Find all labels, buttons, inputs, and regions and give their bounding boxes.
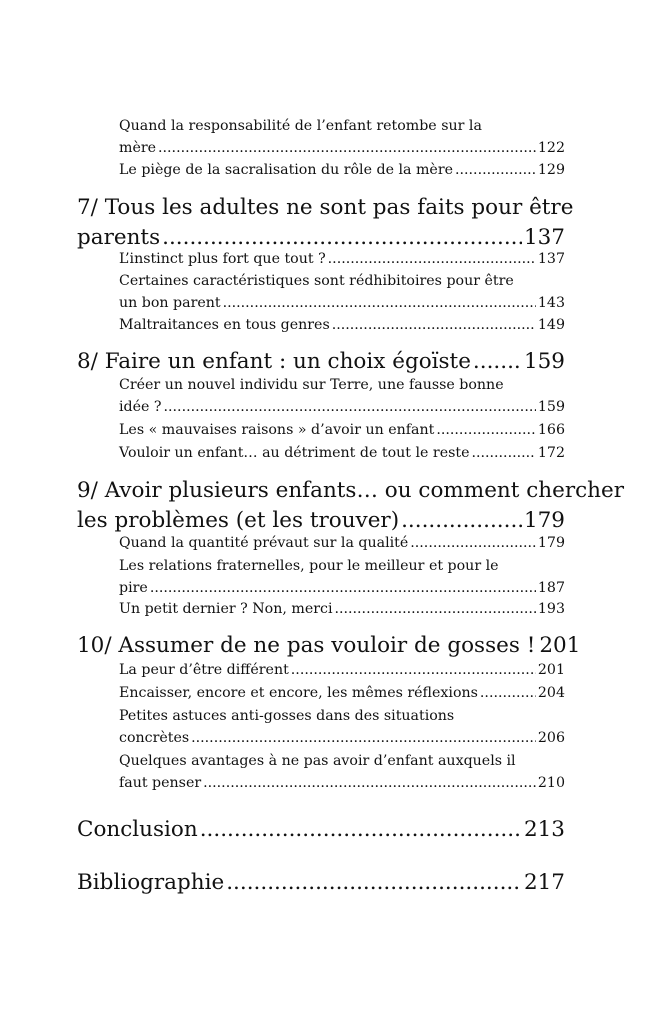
dot-leader [471,443,535,465]
toc-page-number: 143 [537,294,565,311]
toc-page-number: 201 [537,662,565,678]
dot-leader [480,683,536,705]
toc-entry-title: faut penser [119,774,202,791]
toc-page-number: 137 [537,251,565,267]
dot-leader [150,578,536,600]
toc-entry-title: Encaisser, encore et encore, les mêmes réflexions [119,685,478,701]
toc-entry-title: Le piège de la sacralisation du rôle de la mère [119,162,454,178]
toc-chapter [77,193,574,253]
toc-page-number: 187 [537,579,565,596]
toc-chapter-title: 8/ Faire un enfant : un choix égoïste [77,349,471,374]
toc-entry-title-line1: Créer un nouvel individu sur Terre, une fausse bonne [119,377,504,393]
toc-page-number: 149 [537,317,565,333]
toc-entry [77,660,565,682]
toc-entry-title-line1: Les relations fraternelles, pour le meilleur et pour le [119,558,499,574]
toc-entry [77,271,565,314]
toc-entry [77,751,565,794]
dot-leader [191,728,536,750]
toc-page-number: 129 [537,162,565,178]
toc-entry-title-line1: Quelques avantages à ne pas avoir d’enfant auxquels il [119,753,516,769]
toc-entry [77,443,565,465]
toc-entry-title-line1: Quand la responsabilité de l’enfant retombe sur la [119,118,482,134]
toc-entry [77,375,565,418]
dot-leader [335,599,536,621]
toc-entry [77,116,565,159]
toc-entry-title: L’instinct plus fort que tout ? [119,251,326,267]
toc-entry [77,249,565,271]
toc-entry [77,556,565,599]
toc-entry [77,683,565,705]
toc-page-number: 210 [537,774,565,791]
dot-leader [200,815,522,845]
toc-page-number: 122 [537,139,565,156]
toc-entry-title: mère [119,139,157,156]
toc-chapter [77,815,565,845]
toc-entry [77,160,565,182]
toc-page-number: 193 [537,601,565,617]
toc-entry-title: Un petit dernier ? Non, merci [119,601,333,617]
toc-entry [77,706,565,749]
toc-entry-title: Vouloir un enfant… au détriment de tout le reste [119,445,470,461]
toc-page-number: 201 [539,633,581,658]
dot-leader [291,660,536,682]
toc-chapter [77,476,625,536]
toc-page-number: 137 [523,225,565,250]
dot-leader [473,347,522,377]
toc-entry-title: concrètes [119,729,190,746]
toc-page-number: 179 [537,535,565,551]
toc-entry-title: idée ? [119,398,162,415]
toc-chapter-title: parents [77,225,161,250]
toc-entry [77,599,565,621]
toc-entry-title: La peur d’être différent [119,662,289,678]
toc-chapter [77,631,581,661]
toc-entry [77,533,565,555]
toc-page-number: 204 [537,685,565,701]
toc-page-number: 213 [523,817,565,842]
toc-entry-title: Les « mauvaises raisons » d’avoir un enfant [119,422,435,438]
toc-chapter-title: Conclusion [77,817,198,842]
dot-leader [410,533,536,555]
toc-entry-title: pire [119,579,148,596]
dot-leader [436,420,536,442]
dot-leader [332,315,536,337]
toc-entry [77,315,565,337]
toc-page-number: 179 [523,508,565,533]
dot-leader [226,868,522,898]
dot-leader [203,773,536,795]
toc-entry [77,420,565,442]
dot-leader [455,160,536,182]
toc-page-number: 159 [537,398,565,415]
toc-chapter-title: 10/ Assumer de ne pas vouloir de gosses ! [77,633,536,658]
toc-chapter-title-line1: 9/ Avoir plusieurs enfants… ou comment chercher [77,478,625,503]
toc-page-number: 172 [537,445,565,461]
toc-entry-title-line1: Certaines caractéristiques sont rédhibitoires pour être [119,273,514,289]
toc-chapter [77,347,565,377]
dot-leader [328,249,536,271]
toc-entry-title-line1: Petites astuces anti-gosses dans des situations [119,708,455,724]
dot-leader [164,397,536,419]
dot-leader [401,506,522,536]
toc-page-number: 206 [537,729,565,746]
toc-chapter-title: Bibliographie [77,870,225,895]
toc-entry-title: un bon parent [119,294,221,311]
toc-chapter [77,868,565,898]
toc-page-number: 217 [523,870,565,895]
toc-chapter-title: les problèmes (et les trouver) [77,508,400,533]
toc-page-number: 159 [523,349,565,374]
toc-chapter-title-line1: 7/ Tous les adultes ne sont pas faits pour être [77,195,574,220]
toc-entry-title: Maltraitances en tous genres [119,317,330,333]
dot-leader [158,138,536,160]
dot-leader [223,293,536,315]
toc-page-number: 166 [537,422,565,438]
toc-entry-title: Quand la quantité prévaut sur la qualité [119,535,409,551]
